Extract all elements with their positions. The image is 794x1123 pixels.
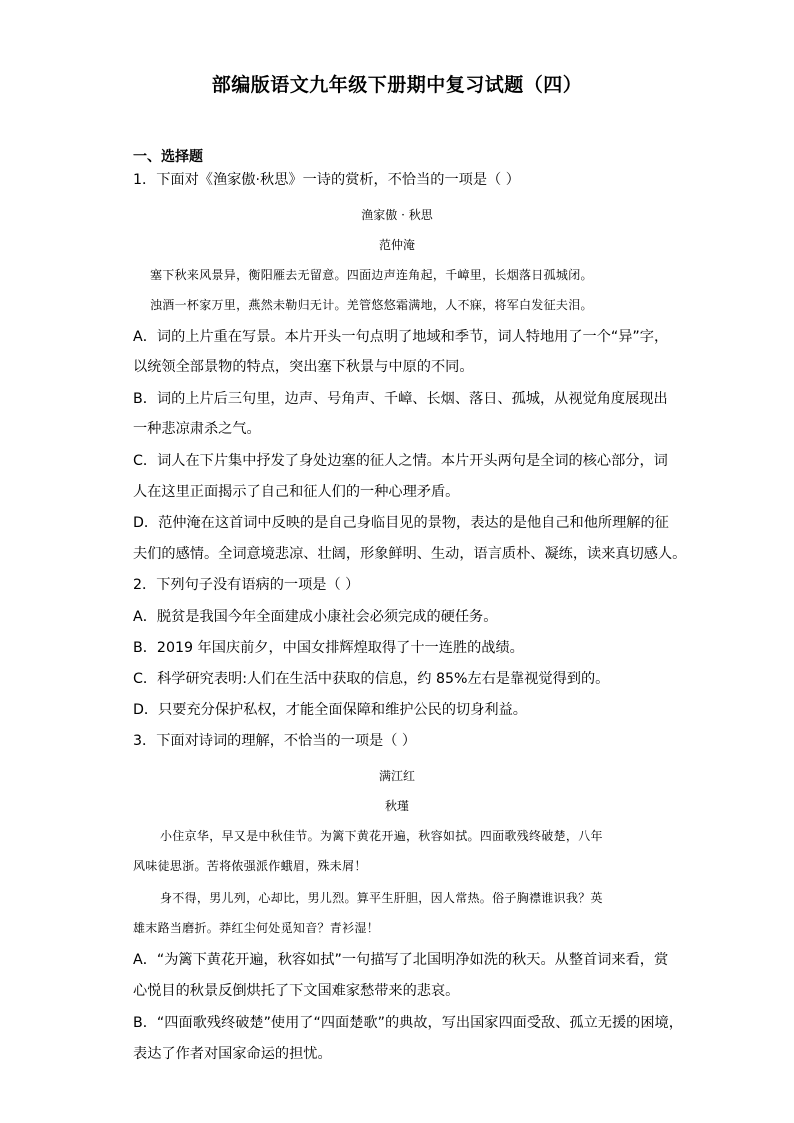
poem-3-line: 风味徒思浙。苦将侬强派作蛾眉，殊未屑！ — [133, 859, 367, 873]
q3-option-a-line: A．“为篱下黄花开遍，秋容如拭”一句描写了北国明净如洗的秋天。从整首词来看，赏 — [133, 952, 669, 968]
poem-1-title: 渔家傲 · 秋思 — [361, 208, 433, 222]
question-3-stem: 3．下面对诗词的理解，不恰当的一项是（ ） — [133, 733, 417, 749]
poem-1-line: 塞下秋来风景异，衡阳雁去无留意。四面边声连角起，千嶂里，长烟落日孤城闭。 — [150, 268, 593, 282]
q1-option-a-line: A．词的上片重在写景。本片开头一句点明了地域和季节，词人特地用了一个“异”字， — [133, 329, 669, 345]
q1-option-d-line: D．范仲淹在这首词中反映的是自己身临目见的景物，表达的是他自己和他所理解的征 — [133, 515, 669, 531]
q1-option-d-line: 夫们的感情。全词意境悲凉、壮阔，形象鲜明、生动，语言质朴、凝练，读来真切感人。 — [133, 546, 687, 562]
poem-1-author: 范仲淹 — [378, 238, 415, 252]
section-heading: 一、选择题 — [133, 149, 203, 165]
poem-3-line: 雄末路当磨折。莽红尘何处觅知音？青衫湿！ — [133, 921, 380, 935]
question-2-stem: 2．下列句子没有语病的一项是（ ） — [133, 577, 360, 593]
q3-option-b-line: B．“四面歌残终破楚”使用了“四面楚歌”的典故，写出国家四面受敌、孤立无援的困境， — [133, 1015, 683, 1031]
q3-option-b-line: 表达了作者对国家命运的担忧。 — [133, 1046, 332, 1062]
poem-3-author: 秋瑾 — [384, 799, 409, 813]
q1-option-c-line: C．词人在下片集中抒发了身处边塞的征人之情。本片开头两句是全词的核心部分，词 — [133, 453, 668, 469]
poem-1-line: 浊酒一杯家万里，燕然未勒归无计。羌管悠悠霜满地，人不寐，将军白发征夫泪。 — [150, 298, 593, 312]
q2-option-c: C．科学研究表明:人们在生活中获取的信息，约 85%左右是靠视觉得到的。 — [133, 671, 610, 687]
poem-3-line: 小住京华，早又是中秋佳节。为篱下黄花开遍，秋容如拭。四面歌残终破楚，八年 — [160, 829, 603, 843]
q3-option-a-line: 心悦目的秋景反倒烘托了下文国难家愁带来的悲哀。 — [133, 983, 460, 999]
q1-option-b-line: 一种悲凉肃杀之气。 — [133, 421, 261, 437]
q1-option-b-line: B．词的上片后三句里，边声、号角声、千嶂、长烟、落日、孤城，从视觉角度展现出 — [133, 391, 668, 407]
poem-3-line: 身不得，男儿列，心却比，男儿烈。算平生肝胆，因人常热。俗子胸襟谁识我？英 — [160, 891, 603, 905]
q2-option-a: A．脱贫是我国今年全面建成小康社会必须完成的硬任务。 — [133, 609, 498, 625]
q1-option-a-line: 以统领全部景物的特点，突出塞下秋景与中原的不同。 — [133, 359, 474, 375]
q2-option-b: B．2019 年国庆前夕，中国女排辉煌取得了十一连胜的战绩。 — [133, 640, 524, 656]
q2-option-d: D．只要充分保护私权，才能全面保障和维护公民的切身利益。 — [133, 702, 527, 718]
q1-option-c-line: 人在这里正面揭示了自己和征人们的一种心理矛盾。 — [133, 484, 460, 500]
question-1-stem: 1．下面对《渔家傲·秋思》一诗的赏析，不恰当的一项是（ ） — [133, 172, 520, 188]
poem-3-title: 满江红 — [378, 769, 415, 783]
page-title: 部编版语文九年级下册期中复习试题（四） — [211, 74, 583, 96]
